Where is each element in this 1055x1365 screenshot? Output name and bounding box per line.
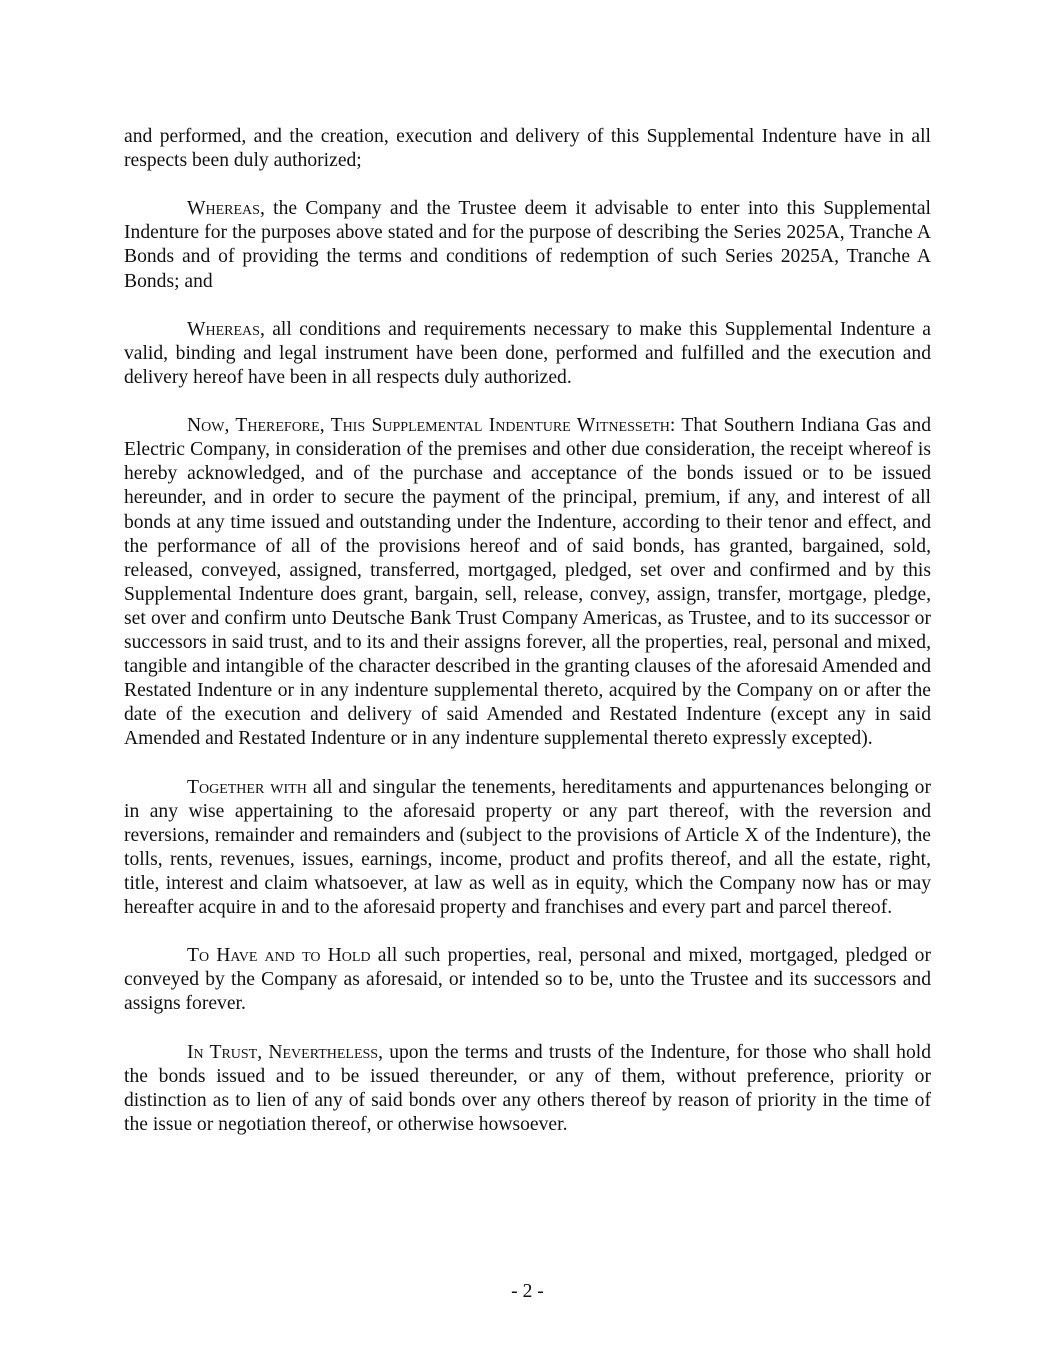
- paragraph-continuation: [124, 125, 931, 173]
- paragraph-lead: Now, Therefore, This Supplemental Indenture Witnesseth: [187, 415, 670, 437]
- paragraph-whereas-conditions: [124, 318, 931, 390]
- paragraph-in-trust: [124, 1041, 931, 1137]
- paragraph-lead: Whereas: [187, 198, 260, 220]
- paragraph-lead: To Have and to Hold: [187, 945, 371, 967]
- paragraph-together-with: [124, 776, 931, 921]
- paragraph-text: , upon the terms and trusts of the Indenture, for those who shall hold the bonds issued and to be issued thereunder, or any of them, without preference, priority or distinction as to lien of any of said bonds over any others thereof by reason of priority in the time of the issue or negotiation thereof, or otherwise howsoever.: [124, 1041, 931, 1135]
- paragraph-text: , the Company and the Trustee deem it advisable to enter into this Supplemental Indenture for the purposes above stated and for the purpose of describing the Series 2025A, Tranche A Bonds and of providing the terms and conditions of redemption of such Series 2025A, Tranche A Bonds; and: [124, 198, 931, 292]
- paragraph-lead: Whereas: [187, 318, 260, 340]
- paragraph-whereas-purpose: [124, 197, 931, 293]
- paragraph-text: all and singular the tenements, hereditaments and appurtenances belonging or in any wise appertaining to the aforesaid property or any part thereof, with the reversion and reversions, remainder and remainders and (subject to the provisions of Article X of the Indenture), the tolls, rents, revenues, issues, earnings, income, product and profits thereof, and all the estate, right, title, interest and claim whatsoever, at law as well as in equity, which the Company now has or may hereafter acquire in and to the aforesaid property and franchises and every part and parcel thereof.: [124, 776, 931, 918]
- paragraph-lead: In Trust, Nevertheless: [187, 1041, 379, 1063]
- paragraph-witnesseth: [124, 414, 931, 751]
- paragraph-text: all such properties, real, personal and mixed, mortgaged, pledged or conveyed by the Company as aforesaid, or intended so to be, unto the Trustee and its successors and assigns forever.: [124, 945, 931, 1015]
- paragraph-text: and performed, and the creation, execution and delivery of this Supplemental Indenture have in all respects been duly authorized;: [124, 126, 931, 172]
- document-body: [124, 125, 931, 1161]
- paragraph-to-have-and-to-hold: [124, 944, 931, 1016]
- paragraph-text: : That Southern Indiana Gas and Electric Company, in consideration of the premises and other due consideration, the receipt whereof is hereby acknowledged, and of the purchase and acceptance of the bonds issued or to be issued hereunder, and in order to secure the payment of the principal, premium, if any, and interest of all bonds at any time issued and outstanding under the Indenture, according to their tenor and effect, and the performance of all of the provisions hereof and of said bonds, has granted, bargained, sold, released, conveyed, assigned, transferred, mortgaged, pledged, set over and confirmed and by this Supplemental Indenture does grant, bargain, sell, release, convey, assign, transfer, mortgage, pledge, set over and confirm unto Deutsche Bank Trust Company Americas, as Trustee, and to its successor or successors in said trust, and to its and their assigns forever, all the properties, real, personal and mixed, tangible and intangible of the character described in the granting clauses of the aforesaid Amended and Restated Indenture or in any indenture supplemental thereto, acquired by the Company on or after the date of the execution and delivery of said Amended and Restated Indenture (except any in said Amended and Restated Indenture or in any indenture supplemental thereto expressly excepted).: [124, 415, 931, 750]
- paragraph-lead: Together with: [187, 776, 307, 798]
- paragraph-text: , all conditions and requirements necessary to make this Supplemental Indenture a valid, binding and legal instrument have been done, performed and fulfilled and the execution and delivery hereof have been in all respects duly authorized.: [124, 318, 931, 388]
- page-number: - 2 -: [511, 1281, 544, 1302]
